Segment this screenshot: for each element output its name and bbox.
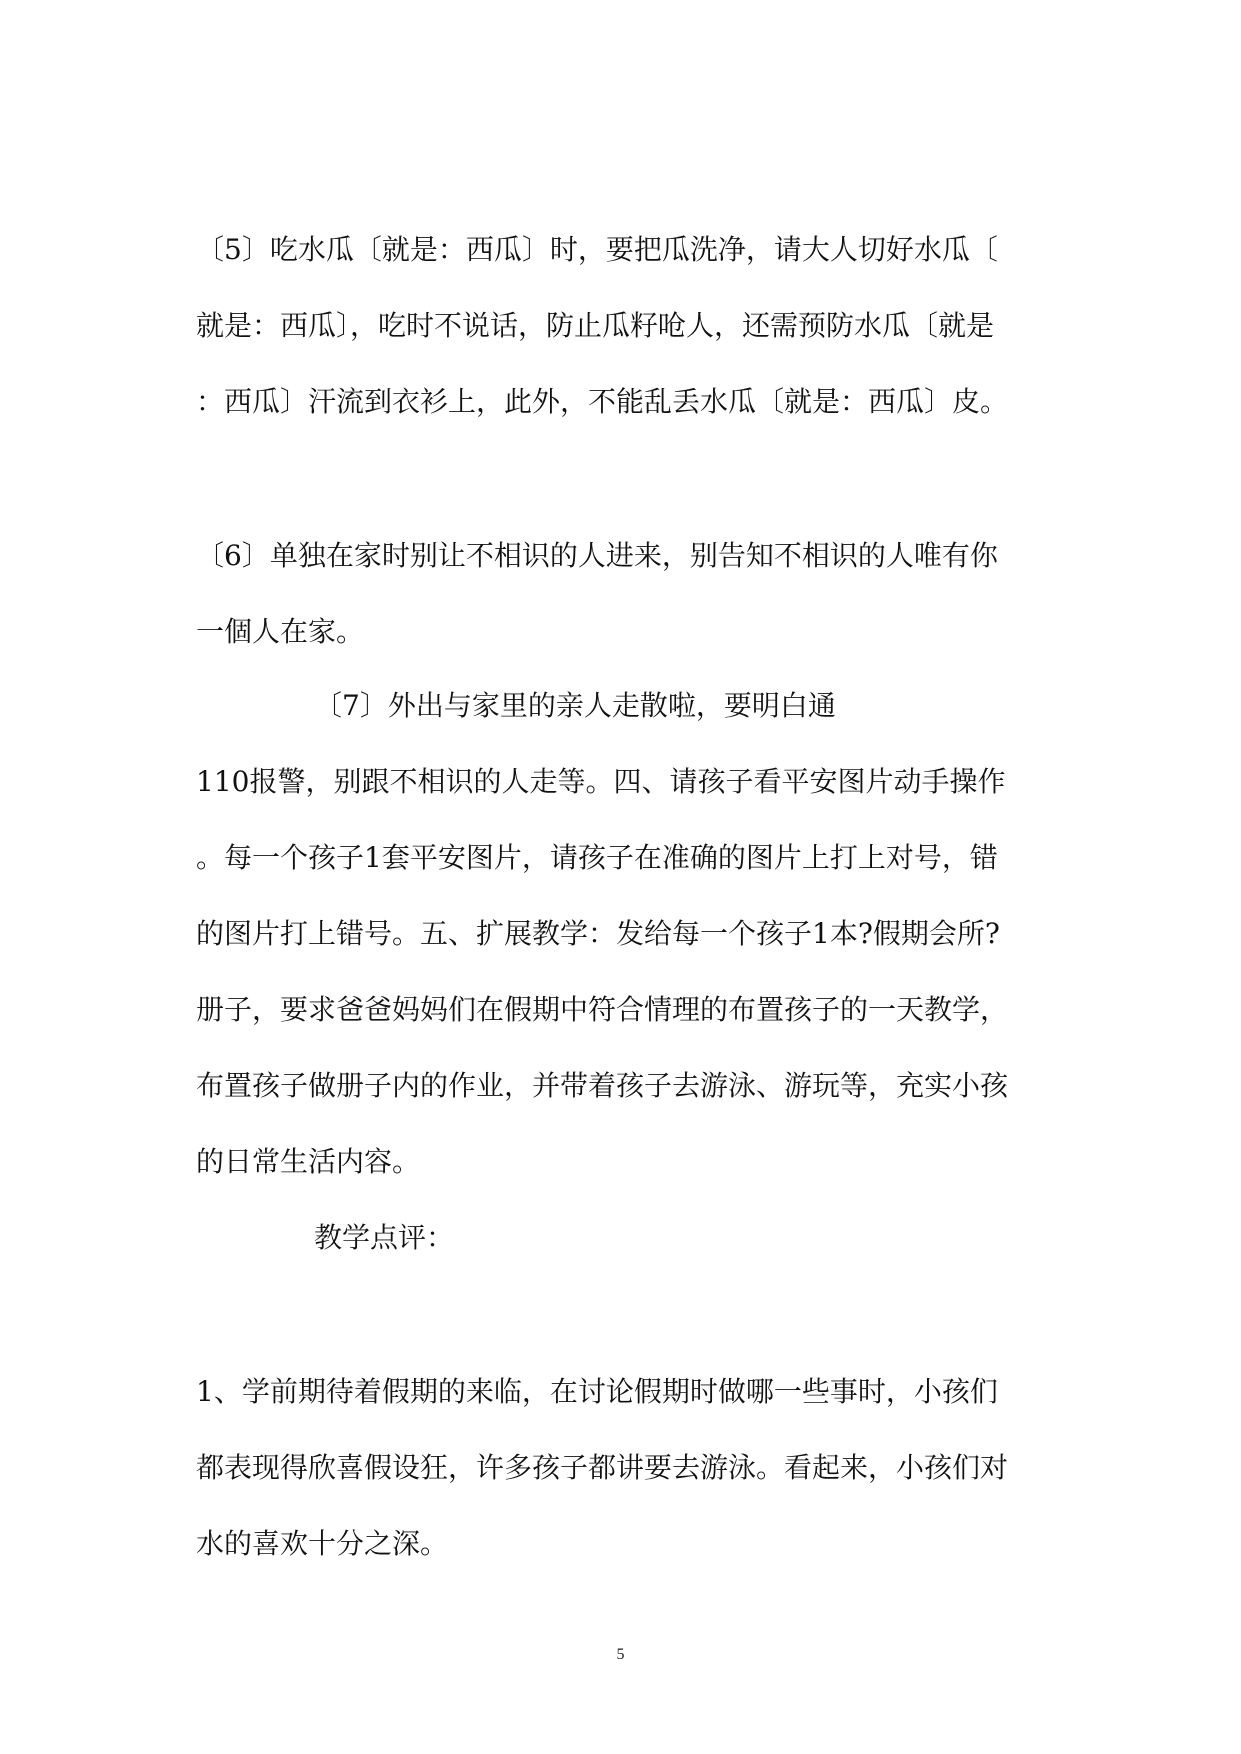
page-number: 5 xyxy=(616,1646,625,1663)
paragraph-5-line-1: 〔5〕吃水瓜〔就是：西瓜〕时，要把瓜洗净，请大人切好水瓜〔 xyxy=(196,233,998,266)
paragraph-5-line-2: 就是：西瓜〕，吃时不说话，防止瓜籽呛人，还需预防水瓜〔就是 xyxy=(196,309,995,342)
paragraph-7-line-2: 110报警，别跟不相识的人走等。四、请孩子看平安图片动手操作 xyxy=(196,765,1006,798)
paragraph-7-line-3: 。每一个孩子1套平安图片，请孩子在准确的图片上打上对号，错 xyxy=(196,841,998,874)
review-heading: 教学点评： xyxy=(314,1221,455,1254)
paragraph-7-line-5: 册子，要求爸爸妈妈们在假期中符合情理的布置孩子的一天教学， xyxy=(196,993,1009,1026)
paragraph-7-line-7: 的日常生活内容。 xyxy=(196,1145,421,1178)
paragraph-7-line-6: 布置孩子做册子内的作业，并带着孩子去游泳、游玩等，充实小孩 xyxy=(196,1069,1009,1102)
paragraph-7-line-1: 〔7〕外出与家里的亲人走散啦，要明白通 xyxy=(314,689,836,722)
review-1-line-1: 1、学前期待着假期的来临，在讨论假期时做哪一些事时，小孩们 xyxy=(196,1375,998,1408)
paragraph-5-line-3: ：西瓜〕汗流到衣衫上，此外，不能乱丢水瓜〔就是：西瓜〕皮。 xyxy=(196,385,1009,418)
paragraph-6-line-2: 一個人在家。 xyxy=(196,615,365,648)
review-1-line-2: 都表现得欣喜假设狂，许多孩子都讲要去游泳。看起来，小孩们对 xyxy=(196,1451,1009,1484)
paragraph-6-line-1: 〔6〕单独在家时别让不相识的人进来，别告知不相识的人唯有你 xyxy=(196,539,998,572)
review-1-line-3: 水的喜欢十分之深。 xyxy=(196,1527,449,1560)
paragraph-7-line-4: 的图片打上错号。五、扩展教学：发给每一个孩子1本?假期会所? xyxy=(196,917,1000,950)
